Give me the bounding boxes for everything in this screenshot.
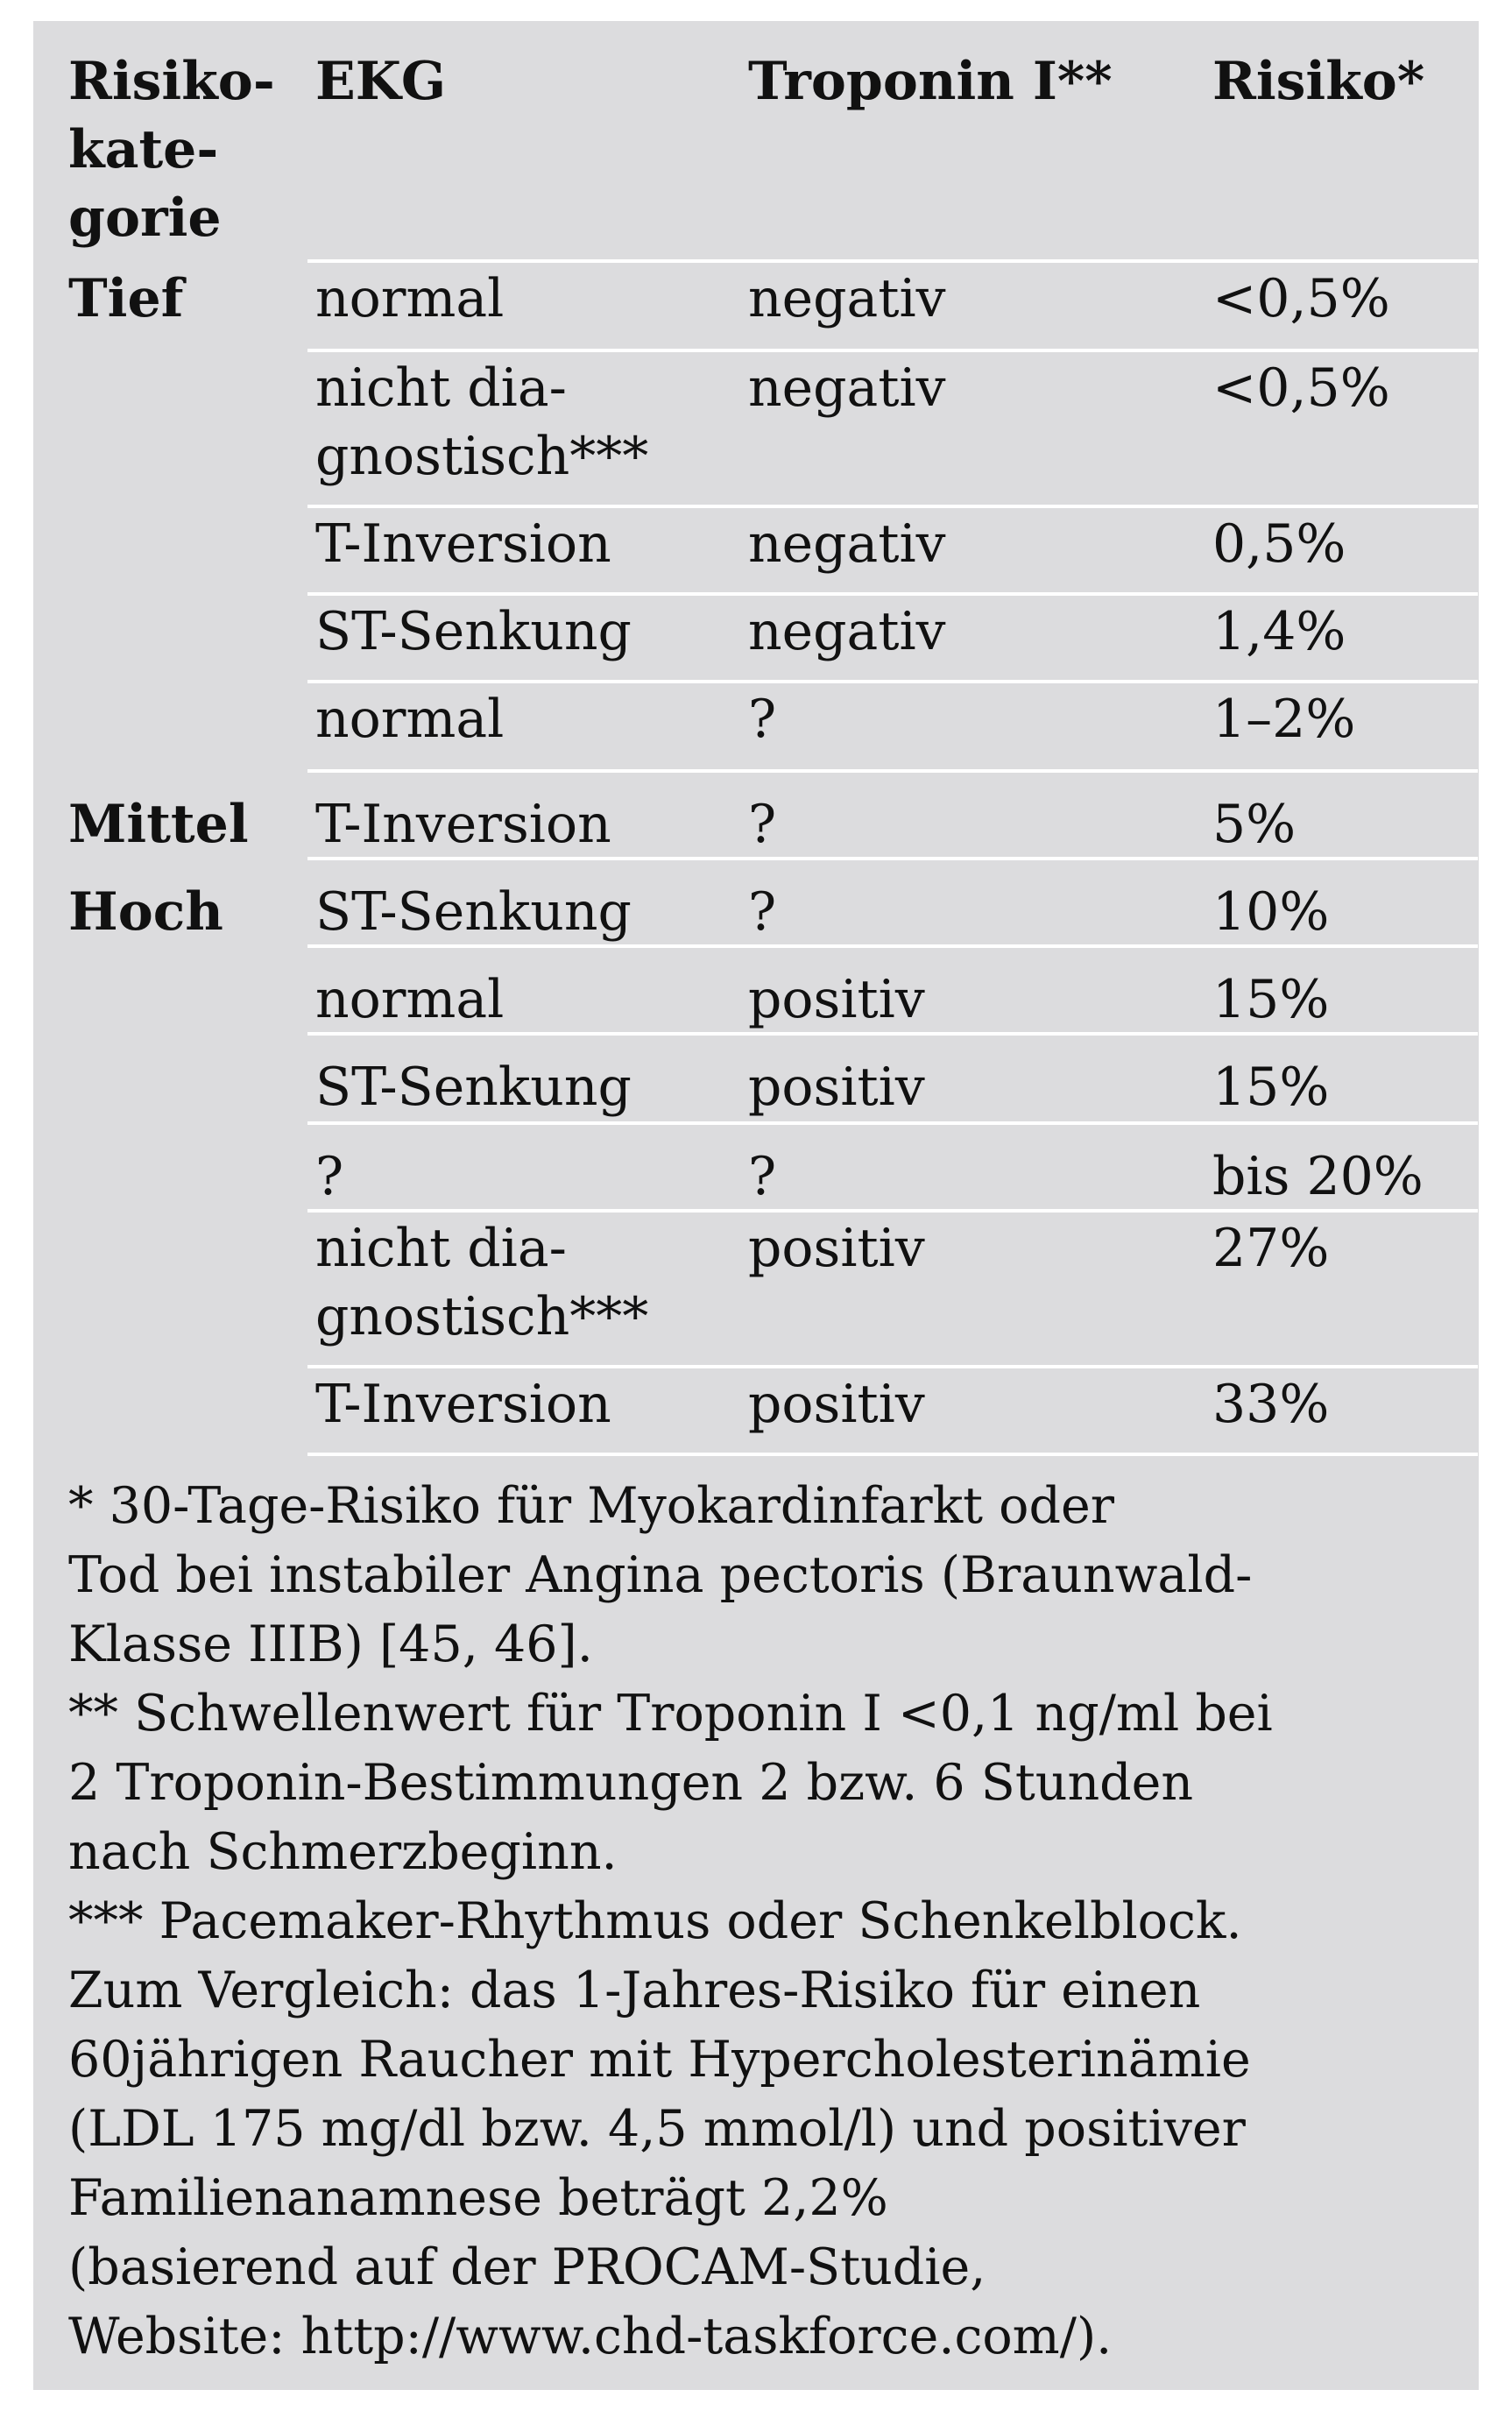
row-divider — [307, 1365, 1478, 1368]
cell-troponin: ? — [748, 689, 777, 750]
row-divider — [307, 349, 1478, 352]
footnote-comparison: Zum Vergleich: das 1-Jahres-Risiko für einen 60jährigen Raucher mit Hypercholesterinämie (LDL 175 mg/dl bzw. 4,5 mmol/l) und positiver Familienanamnese beträgt 2,2% (basierend auf der PROCAM-Studie, Website: http://www.chd-taskforce.com/). — [68, 1962, 1251, 2365]
cell-troponin: ? — [748, 794, 777, 855]
row-divider — [307, 592, 1478, 596]
cell-ekg: T-Inversion — [315, 1374, 611, 1435]
cell-troponin: positiv — [748, 1374, 925, 1435]
header-troponin: Troponin I** — [748, 51, 1113, 112]
header-ekg: EKG — [315, 51, 447, 112]
footnote-risk-definition: * 30-Tage-Risiko für Myokardinfarkt oder Tod bei instabiler Angina pectoris (Braunwald- Klasse IIIB) [45, 46]. — [68, 1477, 1253, 1673]
cell-risk: 10% — [1212, 881, 1330, 943]
cell-ekg: normal — [315, 268, 505, 329]
cell-troponin: negativ — [748, 357, 946, 419]
cell-ekg: nicht dia- gnostisch*** — [315, 1218, 649, 1347]
cell-troponin: positiv — [748, 1218, 925, 1279]
cell-troponin: ? — [748, 1146, 777, 1207]
cell-troponin: negativ — [748, 268, 946, 329]
header-risk: Risiko* — [1212, 51, 1425, 112]
row-divider — [307, 769, 1478, 773]
footnote-troponin-threshold: ** Schwellenwert für Troponin I <0,1 ng/ml bei 2 Troponin-Bestimmungen 2 bzw. 6 Stunden nach Schmerzbeginn. — [68, 1685, 1273, 1881]
cell-ekg: normal — [315, 689, 505, 750]
header-category: Risiko- kate- gorie — [68, 51, 275, 249]
cell-risk: 1,4% — [1212, 601, 1346, 662]
cell-risk: <0,5% — [1212, 357, 1390, 419]
cell-risk: bis 20% — [1212, 1146, 1424, 1207]
cell-ekg: T-Inversion — [315, 513, 611, 575]
cell-ekg: nicht dia- gnostisch*** — [315, 357, 649, 487]
cell-risk: 15% — [1212, 969, 1330, 1030]
category-low: Tief — [68, 268, 184, 329]
row-divider — [307, 505, 1478, 508]
cell-troponin: ? — [748, 881, 777, 943]
risk-table-panel — [33, 21, 1479, 2390]
cell-ekg: T-Inversion — [315, 794, 611, 855]
cell-risk: 15% — [1212, 1057, 1330, 1118]
footnote-non-diagnostic-ekg: *** Pacemaker-Rhythmus oder Schenkelblock. — [68, 1892, 1242, 1950]
cell-ekg: ST-Senkung — [315, 1057, 632, 1118]
category-high: Hoch — [68, 881, 223, 943]
cell-ekg: normal — [315, 969, 505, 1030]
cell-troponin: positiv — [748, 1057, 925, 1118]
row-divider — [307, 259, 1478, 263]
cell-troponin: positiv — [748, 969, 925, 1030]
cell-risk: 0,5% — [1212, 513, 1346, 575]
row-divider — [307, 680, 1478, 683]
footnotes — [68, 1472, 1470, 2372]
row-divider — [307, 1453, 1478, 1456]
cell-risk: 27% — [1212, 1218, 1330, 1279]
cell-ekg: ? — [315, 1146, 344, 1207]
cell-risk: 5% — [1212, 794, 1297, 855]
cell-troponin: negativ — [748, 601, 946, 662]
cell-ekg: ST-Senkung — [315, 601, 632, 662]
category-medium: Mittel — [68, 794, 249, 855]
cell-ekg: ST-Senkung — [315, 881, 632, 943]
cell-risk: 1–2% — [1212, 689, 1356, 750]
cell-troponin: negativ — [748, 513, 946, 575]
row-divider — [307, 1121, 1478, 1125]
cell-risk: 33% — [1212, 1374, 1330, 1435]
cell-risk: <0,5% — [1212, 268, 1390, 329]
